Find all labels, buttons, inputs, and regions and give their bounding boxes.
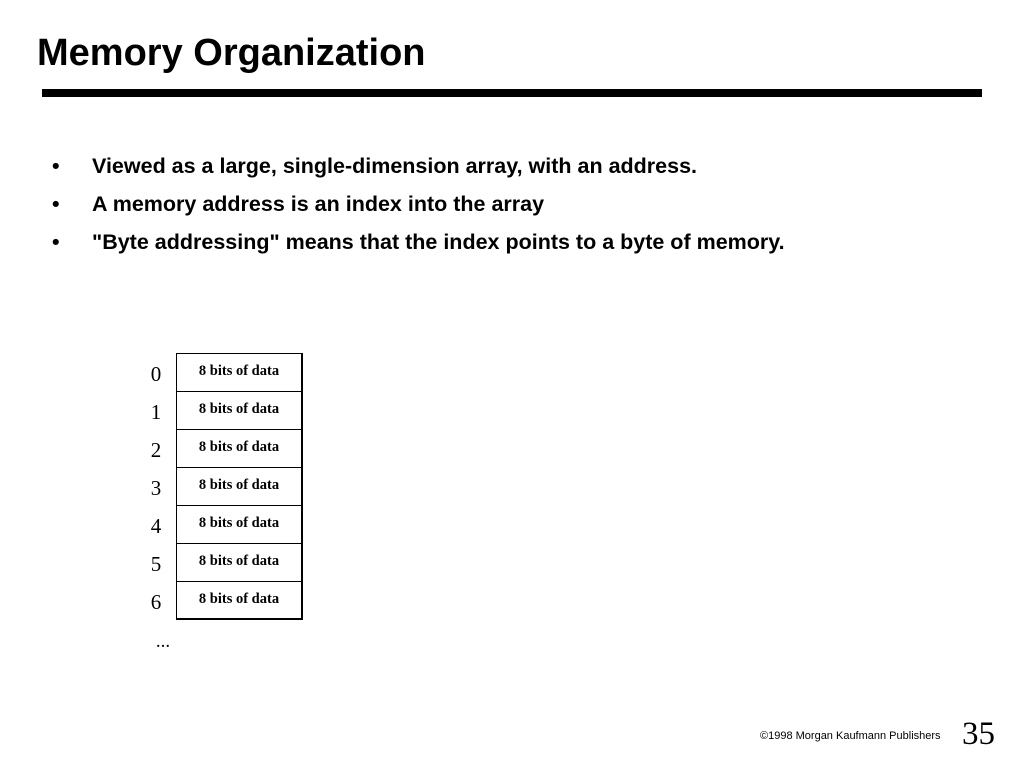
memory-cell: 8 bits of data [177, 430, 301, 468]
title-divider [42, 89, 982, 97]
memory-cell: 8 bits of data [177, 544, 301, 582]
memory-cell: 8 bits of data [177, 392, 301, 430]
memory-address: 0 [150, 362, 162, 386]
page-number: 35 [962, 716, 995, 752]
bullet-text: Viewed as a large, single-dimension array, with an address. [92, 154, 698, 178]
memory-address: 1 [150, 400, 162, 424]
memory-array [176, 353, 303, 620]
bullet-marker: • [52, 230, 60, 254]
bullet-marker: • [52, 154, 60, 178]
memory-address: 2 [150, 438, 162, 462]
bullet-text: "Byte addressing" means that the index points to a byte of memory. [92, 230, 785, 254]
page-title: Memory Organization [37, 32, 426, 74]
memory-cell: 8 bits of data [198, 591, 280, 607]
copyright-notice: ©1998 Morgan Kaufmann Publishers [760, 730, 941, 742]
memory-cell: 8 bits of data [177, 354, 301, 392]
memory-cell: 8 bits of data [177, 468, 301, 506]
memory-cell: 8 bits of data [177, 506, 301, 544]
memory-continuation: ... [155, 631, 171, 652]
memory-address: 6 [150, 590, 162, 614]
bullet-marker: • [52, 192, 60, 216]
memory-address: 5 [150, 552, 162, 576]
memory-address: 4 [150, 514, 162, 538]
bullet-text: A memory address is an index into the array [92, 192, 545, 216]
memory-address-column [140, 355, 172, 621]
memory-address: 3 [150, 476, 162, 500]
